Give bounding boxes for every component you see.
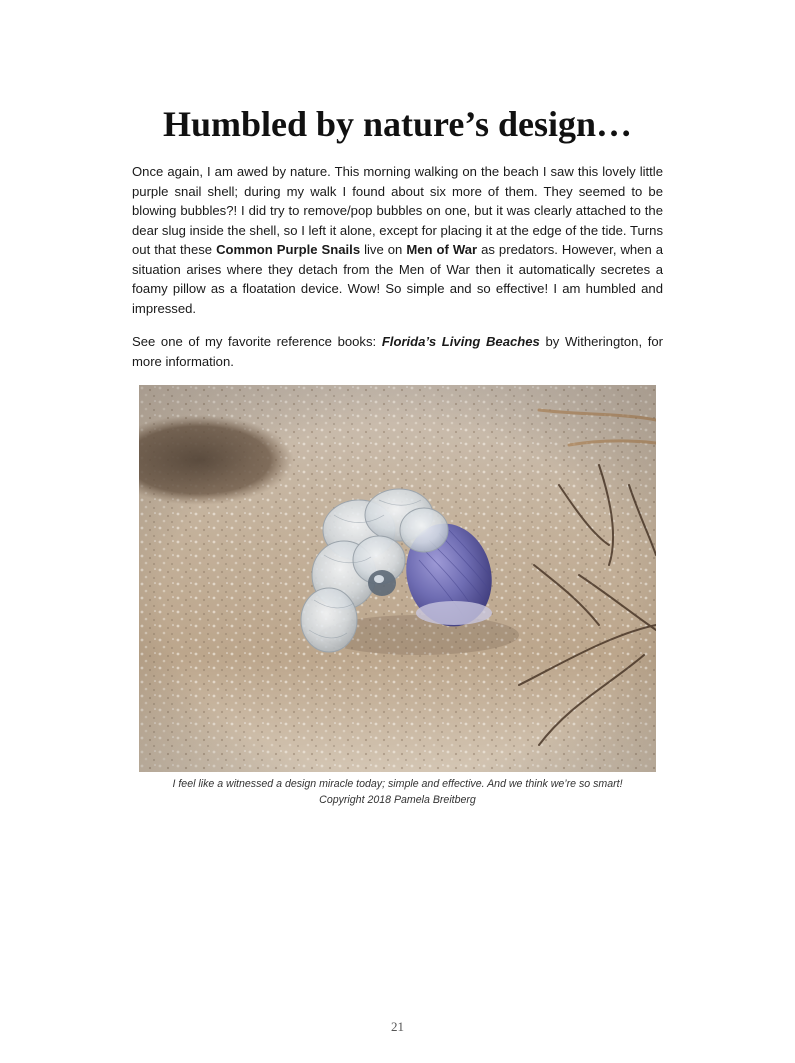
men-of-war-term: Men of War [406, 242, 478, 257]
body-paragraph-2 [132, 332, 663, 371]
photo-copyright: Copyright 2018 Pamela Breitberg [319, 794, 476, 806]
paragraph-2-text-b: by Witherington, for more information. [132, 334, 664, 369]
page-number: 21 [391, 1019, 404, 1034]
paragraph-1-text-c: as predators. However, when a situation arises where they detach from the Men of War then it automatically secretes a foamy pillow as a floatation device. Wow! So simple and so effective! I am humbled and impressed. [132, 242, 664, 316]
purple-snail-photo [139, 385, 656, 772]
page-title: Humbled by nature’s design… [162, 104, 633, 144]
paragraph-2-text-a: See one of my favorite reference books: [132, 334, 382, 349]
book-title: Florida’s Living Beaches [381, 334, 540, 349]
paragraph-1-text-a: Once again, I am awed by nature. This morning walking on the beach I saw this lovely little purple snail shell; during my walk I found about six more of them. They seemed to be blowing bubbles?! I did try to remove/pop bubbles on one, but it was clearly attached to the dear slug inside the shell, so I left it alone, except for placing it at the edge of the tide. Turns out that these [132, 164, 663, 257]
common-purple-snails-term: Common Purple Snails [216, 242, 361, 257]
paragraph-1-text-b: live on [360, 242, 407, 257]
body-paragraph-1 [132, 162, 663, 318]
photo-caption: I feel like a witnessed a design miracle today; simple and effective. And we think we’re so smart! [172, 778, 623, 790]
